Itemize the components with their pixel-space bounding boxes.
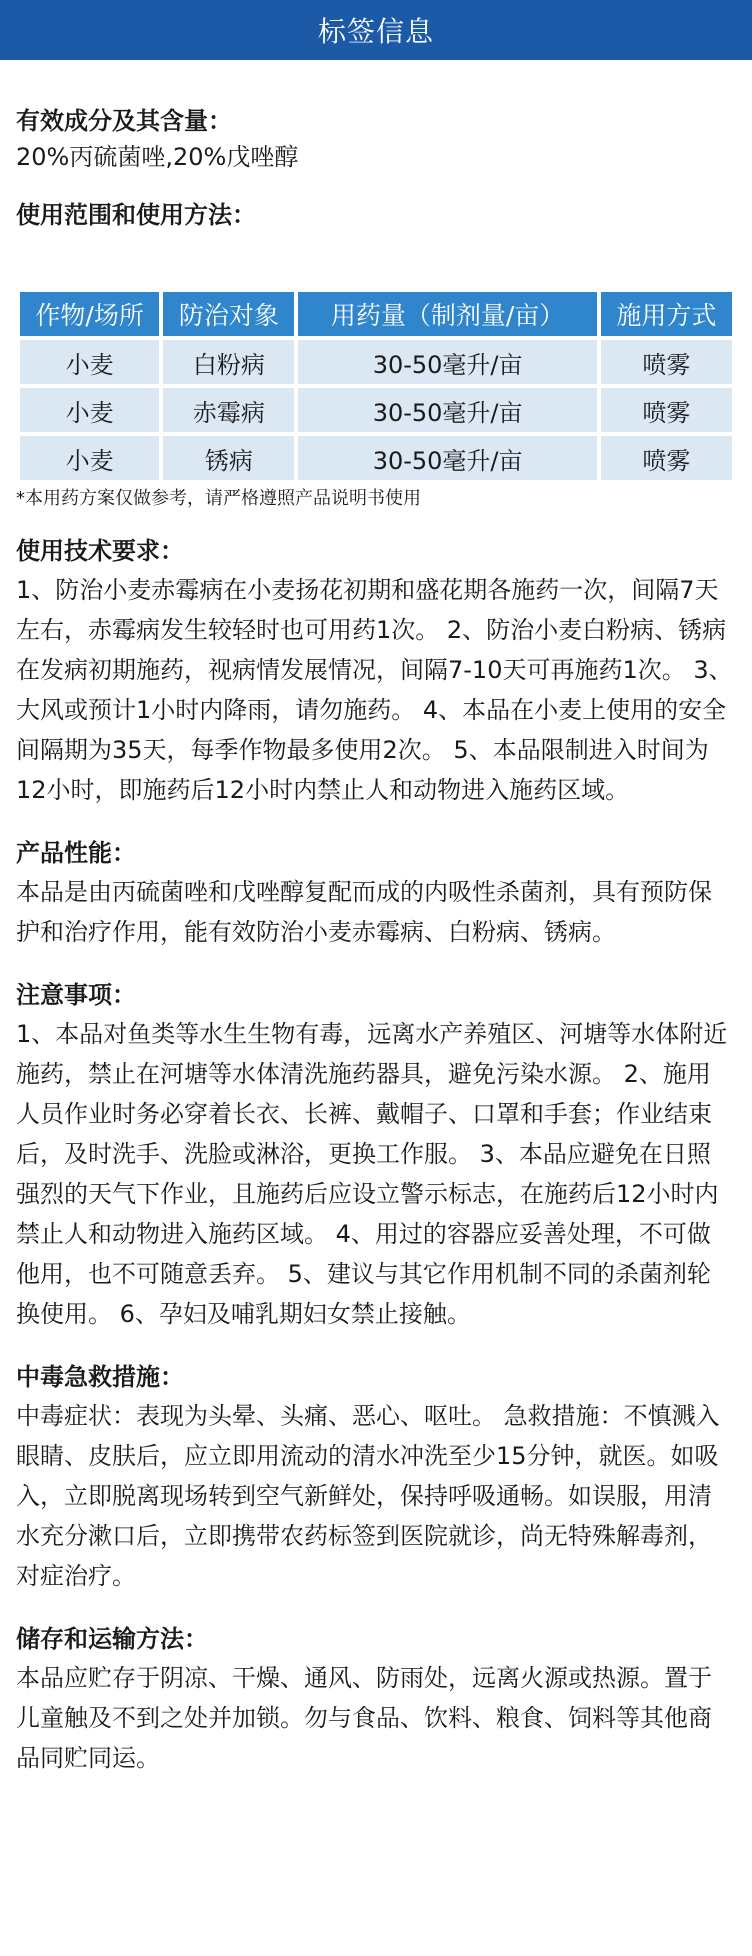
table-row [20,388,732,432]
table-cell: 30-50毫升/亩 [298,340,596,384]
table-cell: 30-50毫升/亩 [298,436,596,480]
table-cell: 30-50毫升/亩 [298,388,596,432]
table-header-row [20,292,732,336]
table-row [20,436,732,480]
table-cell: 赤霉病 [163,388,294,432]
performance-title: 产品性能： [16,839,136,867]
table-header-cell: 作物/场所 [20,292,159,336]
tech-requirements-body: 1、防治小麦赤霉病在小麦扬花初期和盛花期各施药一次，间隔7天左右，赤霉病发生较轻时也可用药1次。 2、防治小麦白粉病、锈病在发病初期施药，视病情发展情况，间隔7-10天可再施药1次。 3、大风或预计1小时内降雨，请勿施药。 4、本品在小麦上使用的安全间隔期为35天，每季作物最多使用2次。 5、本品限制进入时间为12小时，即施药后12小时内禁止人和动物进入施药区域。 [16,576,733,804]
table-cell: 小麦 [20,436,159,480]
page-title: 标签信息 [317,15,434,48]
table-header-cell: 用药量（制剂量/亩） [298,292,596,336]
label-content [0,60,752,1778]
first-aid-title: 中毒急救措施： [16,1363,184,1391]
table-cell: 小麦 [20,340,159,384]
precautions-title: 注意事项： [16,981,136,1009]
table-cell: 喷雾 [601,388,732,432]
ingredients-body: 20%丙硫菌唑,20%戊唑醇 [16,143,299,171]
table-cell: 喷雾 [601,436,732,480]
table-cell: 锈病 [163,436,294,480]
storage-title: 储存和运输方法： [16,1625,208,1653]
precautions-body: 1、本品对鱼类等水生生物有毒，远离水产养殖区、河塘等水体附近施药，禁止在河塘等水体清洗施药器具，避免污染水源。 2、施用人员作业时务必穿着长衣、长裤、戴帽子、口罩和手套；作业结束后，及时洗手、洗脸或淋浴，更换工作服。 3、本品应避免在日照强烈的天气下作业，且施药后应设立警示标志，在施药后12小时内禁止人和动物进入施药区域。 4、用过的容器应妥善处理，不可做他用，也不可随意丢弃。 5、建议与其它作用机制不同的杀菌剂轮换使用。 6、孕妇及哺乳期妇女禁止接触。 [16,1020,728,1328]
dose-table [16,288,736,484]
table-cell: 白粉病 [163,340,294,384]
first-aid-body: 中毒症状：表现为头晕、头痛、恶心、呕吐。 急救措施：不慎溅入眼睛、皮肤后，应立即用流动的清水冲洗至少15分钟，就医。如吸入，立即脱离现场转到空气新鲜处，保持呼吸通畅。如误服，用清水充分漱口后，立即携带农药标签到医院就诊，尚无特殊解毒剂，对症治疗。 [16,1402,720,1590]
usage-scope-title: 使用范围和使用方法： [16,201,256,229]
performance-body: 本品是由丙硫菌唑和戊唑醇复配而成的内吸性杀菌剂，具有预防保护和治疗作用，能有效防治小麦赤霉病、白粉病、锈病。 [16,878,712,946]
table-row [20,340,732,384]
table-note: *本用药方案仅做参考，请严格遵照产品说明书使用 [16,488,421,509]
page-header [0,0,752,60]
table-header-cell: 施用方式 [601,292,732,336]
table-header-cell: 防治对象 [163,292,294,336]
ingredients-title: 有效成分及其含量： [16,107,232,135]
table-cell: 喷雾 [601,340,732,384]
storage-body: 本品应贮存于阴凉、干燥、通风、防雨处，远离火源或热源。置于儿童触及不到之处并加锁。勿与食品、饮料、粮食、饲料等其他商品同贮同运。 [16,1664,712,1772]
tech-requirements-title: 使用技术要求： [16,537,184,565]
table-cell: 小麦 [20,388,159,432]
